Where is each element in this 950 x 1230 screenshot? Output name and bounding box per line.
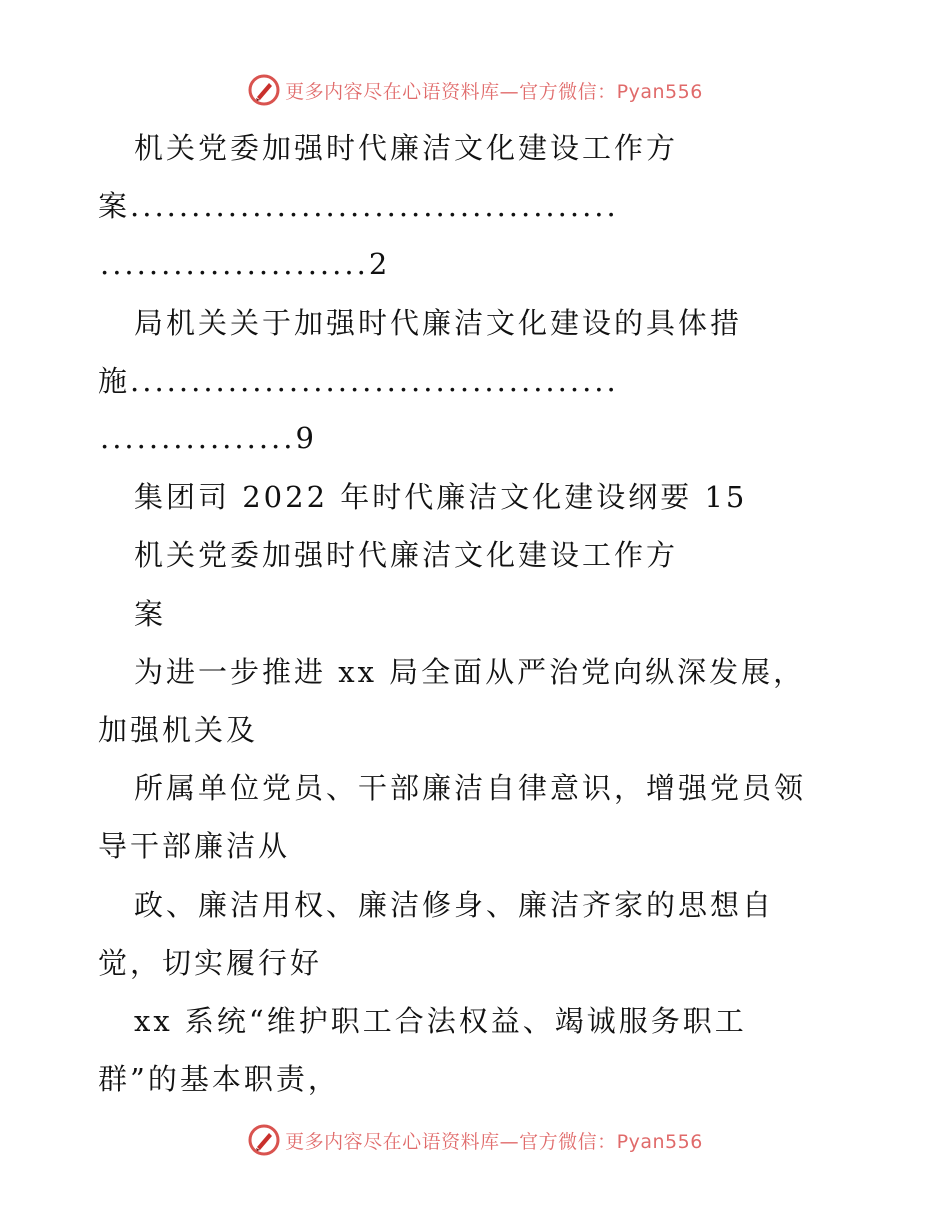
body-line-6: 觉，切实履行好 [98, 946, 323, 980]
pen-logo-icon [247, 73, 281, 107]
toc-entry-1-title-end: 案 [98, 189, 131, 223]
body-line-5: 政、廉洁用权、廉洁修身、廉洁齐家的思想自 [134, 888, 775, 922]
section-heading-cont: 案 [134, 597, 167, 631]
toc-entry-2-leader-row [100, 418, 317, 458]
toc-entry-1-leader: ........................................ [130, 189, 619, 223]
toc-entry-1-page: 2 [368, 247, 391, 281]
watermark-text: 更多内容尽在心语资料库—官方微信：Pyan556 [285, 1130, 703, 1153]
body-line-7: xx 系统“维护职工合法权益、竭诚服务职工 [134, 1004, 747, 1038]
toc-entry-2-title: 局机关关于加强时代廉洁文化建设的具体措 [134, 306, 743, 340]
toc-entry-1-leader-row [100, 244, 390, 284]
body-line-3: 所属单位党员、干部廉洁自律意识，增强党员领 [134, 771, 807, 805]
toc-entry-1-title-cont [98, 186, 619, 226]
body-line-1: 为进一步推进 xx 局全面从严治党向纵深发展， [134, 655, 806, 689]
toc-entry-2-title-cont [98, 361, 619, 401]
toc-entry-1-title: 机关党委加强时代廉洁文化建设工作方 [134, 131, 679, 165]
toc-entry-2-leader: ........................................ [130, 364, 619, 398]
toc-entry-3-title: 集团司 2022 年时代廉洁文化建设纲要 15 [134, 480, 748, 514]
footer-watermark-banner [0, 1120, 950, 1160]
body-line-4: 导干部廉洁从 [98, 829, 291, 863]
toc-entry-2-leader-cont: ................ [100, 421, 296, 455]
watermark-text: 更多内容尽在心语资料库—官方微信：Pyan556 [285, 80, 703, 103]
toc-entry-2-title-end: 施 [98, 364, 131, 398]
section-heading: 机关党委加强时代廉洁文化建设工作方 [134, 538, 679, 572]
header-watermark-banner [0, 70, 950, 110]
toc-entry-1-leader-cont: ...................... [100, 247, 369, 281]
pen-logo-icon [247, 1123, 281, 1157]
body-line-8: 群”的基本职责， [98, 1062, 340, 1096]
body-line-2: 加强机关及 [98, 713, 259, 747]
toc-entry-2-page: 9 [295, 421, 317, 455]
